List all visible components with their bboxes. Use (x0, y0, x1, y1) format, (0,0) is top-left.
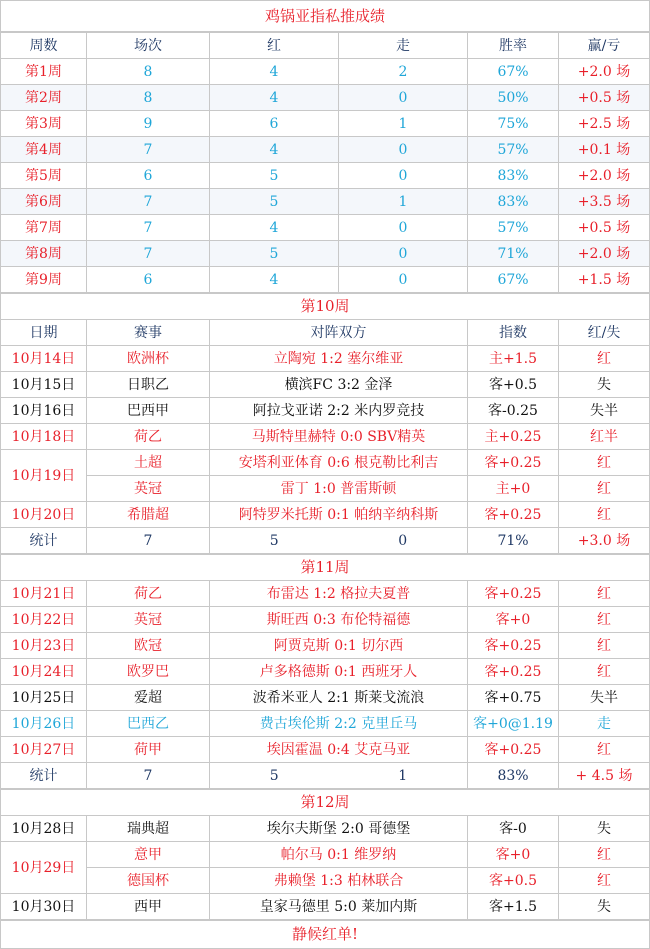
week-cell: 第1周 (1, 59, 87, 85)
win-cell: 5 (210, 241, 339, 267)
handicap-cell: 客-0.25 (468, 398, 559, 424)
date-cell: 10月15日 (1, 372, 87, 398)
week-cell: 第6周 (1, 189, 87, 215)
league-cell: 荷乙 (87, 424, 210, 450)
league-cell: 土超 (87, 450, 210, 476)
handicap-cell: 客+0 (468, 607, 559, 633)
summary-rate: 71% (468, 528, 559, 554)
weekly-summary-table (0, 32, 650, 293)
rate-cell: 83% (468, 189, 559, 215)
handicap-cell: 主+0 (468, 476, 559, 502)
match-row (1, 424, 650, 450)
result-cell: 红 (559, 842, 650, 868)
week-cell: 第2周 (1, 85, 87, 111)
date-cell: 10月18日 (1, 424, 87, 450)
summary-label: 统计 (1, 528, 87, 554)
match-cell: 斯旺西 0:3 布伦特福德 (210, 607, 468, 633)
match-cell: 安塔利亚体育 0:6 根克勒比利吉 (210, 450, 468, 476)
match-cell: 马斯特里赫特 0:0 SBV精英 (210, 424, 468, 450)
week-cell: 第9周 (1, 267, 87, 293)
match-cell: 布雷达 1:2 格拉夫夏普 (210, 581, 468, 607)
league-cell: 英冠 (87, 607, 210, 633)
games-cell: 7 (87, 189, 210, 215)
col-header-week: 周数 (1, 33, 87, 59)
results-table (0, 0, 650, 32)
match-cell: 雷丁 1:0 普雷斯顿 (210, 476, 468, 502)
result-cell: 走 (559, 711, 650, 737)
push-cell: 1 (339, 189, 468, 215)
result-cell: 红 (559, 633, 650, 659)
col-header-result: 红/失 (559, 320, 650, 346)
match-cell: 埃尔夫斯堡 2:0 哥德堡 (210, 816, 468, 842)
rate-cell: 67% (468, 59, 559, 85)
weekly-row (1, 85, 650, 111)
date-cell: 10月24日 (1, 659, 87, 685)
week-cell: 第7周 (1, 215, 87, 241)
weekly-row (1, 267, 650, 293)
summary-push: 1 (398, 768, 408, 783)
win-cell: 4 (210, 85, 339, 111)
weekly-row (1, 241, 650, 267)
summary-row (1, 763, 650, 789)
league-cell: 德国杯 (87, 868, 210, 894)
summary-row (1, 528, 650, 554)
match-cell: 阿拉戈亚诺 2:2 米内罗竞技 (210, 398, 468, 424)
handicap-cell: 客-0 (468, 816, 559, 842)
summary-win: 5 (269, 533, 279, 548)
match-row (1, 737, 650, 763)
match-cell: 弗赖堡 1:3 柏林联合 (210, 868, 468, 894)
push-cell: 0 (339, 215, 468, 241)
games-cell: 7 (87, 215, 210, 241)
date-cell: 10月20日 (1, 502, 87, 528)
win-cell: 4 (210, 59, 339, 85)
handicap-cell: 客+0.25 (468, 581, 559, 607)
match-row (1, 502, 650, 528)
date-cell: 10月29日 (1, 842, 87, 894)
handicap-cell: 客+0.75 (468, 685, 559, 711)
win-cell: 4 (210, 267, 339, 293)
league-cell: 欧洲杯 (87, 346, 210, 372)
games-cell: 9 (87, 111, 210, 137)
date-cell: 10月16日 (1, 398, 87, 424)
games-cell: 6 (87, 163, 210, 189)
result-cell: 红半 (559, 424, 650, 450)
date-cell: 10月19日 (1, 450, 87, 502)
match-cell: 阿特罗米托斯 0:1 帕纳辛纳科斯 (210, 502, 468, 528)
match-row (1, 476, 650, 502)
handicap-cell: 客+0.25 (468, 659, 559, 685)
match-cell: 埃因霍温 0:4 艾克马亚 (210, 737, 468, 763)
match-row (1, 633, 650, 659)
match-row (1, 607, 650, 633)
date-cell: 10月14日 (1, 346, 87, 372)
win-cell: 5 (210, 189, 339, 215)
date-cell: 10月25日 (1, 685, 87, 711)
result-cell: 红 (559, 502, 650, 528)
net-cell: +2.0 场 (559, 59, 650, 85)
summary-label: 统计 (1, 763, 87, 789)
rate-cell: 57% (468, 137, 559, 163)
date-cell: 10月21日 (1, 581, 87, 607)
net-cell: +2.0 场 (559, 163, 650, 189)
league-cell: 英冠 (87, 476, 210, 502)
league-cell: 荷乙 (87, 581, 210, 607)
result-cell: 红 (559, 346, 650, 372)
summary-win-push (210, 763, 468, 789)
col-header-date: 日期 (1, 320, 87, 346)
date-cell: 10月26日 (1, 711, 87, 737)
net-cell: +3.5 场 (559, 189, 650, 215)
net-cell: +2.5 场 (559, 111, 650, 137)
handicap-cell: 客+0.5 (468, 868, 559, 894)
result-cell: 失半 (559, 398, 650, 424)
match-row (1, 346, 650, 372)
match-cell: 皇家马德里 5:0 莱加内斯 (210, 894, 468, 920)
week10-title: 第10周 (1, 294, 650, 320)
col-header-win: 红 (210, 33, 339, 59)
match-row (1, 711, 650, 737)
week-cell: 第8周 (1, 241, 87, 267)
match-cell: 卢多格德斯 0:1 西班牙人 (210, 659, 468, 685)
summary-net: + 4.5 场 (559, 763, 650, 789)
weekly-row (1, 163, 650, 189)
summary-win-push (210, 528, 468, 554)
net-cell: +2.0 场 (559, 241, 650, 267)
week-cell: 第5周 (1, 163, 87, 189)
league-cell: 西甲 (87, 894, 210, 920)
date-cell: 10月28日 (1, 816, 87, 842)
rate-cell: 50% (468, 85, 559, 111)
match-row (1, 398, 650, 424)
rate-cell: 71% (468, 241, 559, 267)
match-cell: 横滨FC 3:2 金泽 (210, 372, 468, 398)
match-row (1, 659, 650, 685)
handicap-cell: 客+0.25 (468, 737, 559, 763)
match-row (1, 842, 650, 868)
col-header-rate: 胜率 (468, 33, 559, 59)
page-title: 鸡锅亚指私推成绩 (1, 1, 650, 32)
league-cell: 欧罗巴 (87, 659, 210, 685)
league-cell: 巴西乙 (87, 711, 210, 737)
date-cell: 10月27日 (1, 737, 87, 763)
rate-cell: 75% (468, 111, 559, 137)
match-cell: 立陶宛 1:2 塞尔维亚 (210, 346, 468, 372)
weekly-header-row (1, 33, 650, 59)
result-cell: 红 (559, 450, 650, 476)
weekly-row (1, 215, 650, 241)
rate-cell: 83% (468, 163, 559, 189)
handicap-cell: 主+1.5 (468, 346, 559, 372)
push-cell: 0 (339, 241, 468, 267)
handicap-cell: 客+0 (468, 842, 559, 868)
weekly-row (1, 189, 650, 215)
summary-games: 7 (87, 763, 210, 789)
col-header-handicap: 指数 (468, 320, 559, 346)
col-header-league: 赛事 (87, 320, 210, 346)
summary-win: 5 (269, 768, 279, 783)
net-cell: +0.1 场 (559, 137, 650, 163)
net-cell: +1.5 场 (559, 267, 650, 293)
handicap-cell: 客+1.5 (468, 894, 559, 920)
date-cell: 10月23日 (1, 633, 87, 659)
week-cell: 第3周 (1, 111, 87, 137)
col-header-push: 走 (339, 33, 468, 59)
league-cell: 日职乙 (87, 372, 210, 398)
league-cell: 荷甲 (87, 737, 210, 763)
result-cell: 失 (559, 372, 650, 398)
league-cell: 爱超 (87, 685, 210, 711)
league-cell: 巴西甲 (87, 398, 210, 424)
result-cell: 红 (559, 581, 650, 607)
result-cell: 失 (559, 894, 650, 920)
week-cell: 第4周 (1, 137, 87, 163)
push-cell: 0 (339, 137, 468, 163)
summary-games: 7 (87, 528, 210, 554)
date-cell: 10月30日 (1, 894, 87, 920)
net-cell: +0.5 场 (559, 215, 650, 241)
footer-note: 静候红单! (1, 921, 650, 949)
league-cell: 意甲 (87, 842, 210, 868)
result-cell: 红 (559, 607, 650, 633)
rate-cell: 57% (468, 215, 559, 241)
week11-title: 第11周 (1, 555, 650, 581)
games-cell: 7 (87, 137, 210, 163)
win-cell: 5 (210, 163, 339, 189)
match-cell: 帕尔马 0:1 维罗纳 (210, 842, 468, 868)
win-cell: 4 (210, 137, 339, 163)
summary-push: 0 (398, 533, 408, 548)
result-cell: 红 (559, 659, 650, 685)
match-row (1, 685, 650, 711)
footer-table (0, 920, 650, 949)
league-cell: 欧冠 (87, 633, 210, 659)
col-header-games: 场次 (87, 33, 210, 59)
push-cell: 0 (339, 85, 468, 111)
handicap-cell: 客+0@1.19 (468, 711, 559, 737)
push-cell: 1 (339, 111, 468, 137)
weekly-row (1, 111, 650, 137)
push-cell: 0 (339, 267, 468, 293)
date-cell: 10月22日 (1, 607, 87, 633)
games-cell: 7 (87, 241, 210, 267)
match-row (1, 581, 650, 607)
league-cell: 瑞典超 (87, 816, 210, 842)
push-cell: 0 (339, 163, 468, 189)
match-cell: 波希米亚人 2:1 斯莱戈流浪 (210, 685, 468, 711)
weekly-row (1, 137, 650, 163)
weekly-row (1, 59, 650, 85)
week10-table (0, 293, 650, 554)
handicap-cell: 客+0.5 (468, 372, 559, 398)
week12-table (0, 789, 650, 920)
match-cell: 费古埃伦斯 2:2 克里丘马 (210, 711, 468, 737)
handicap-cell: 客+0.25 (468, 633, 559, 659)
handicap-cell: 主+0.25 (468, 424, 559, 450)
week12-title: 第12周 (1, 790, 650, 816)
match-row (1, 450, 650, 476)
win-cell: 4 (210, 215, 339, 241)
rate-cell: 67% (468, 267, 559, 293)
result-cell: 红 (559, 737, 650, 763)
games-cell: 6 (87, 267, 210, 293)
match-row (1, 372, 650, 398)
win-cell: 6 (210, 111, 339, 137)
games-cell: 8 (87, 85, 210, 111)
result-cell: 失半 (559, 685, 650, 711)
push-cell: 2 (339, 59, 468, 85)
week11-table (0, 554, 650, 789)
match-header-row (1, 320, 650, 346)
handicap-cell: 客+0.25 (468, 450, 559, 476)
games-cell: 8 (87, 59, 210, 85)
match-cell: 阿贾克斯 0:1 切尔西 (210, 633, 468, 659)
net-cell: +0.5 场 (559, 85, 650, 111)
summary-net: +3.0 场 (559, 528, 650, 554)
match-row (1, 868, 650, 894)
league-cell: 希腊超 (87, 502, 210, 528)
result-cell: 失 (559, 816, 650, 842)
match-row (1, 894, 650, 920)
col-header-match: 对阵双方 (210, 320, 468, 346)
result-cell: 红 (559, 476, 650, 502)
col-header-net: 赢/亏 (559, 33, 650, 59)
handicap-cell: 客+0.25 (468, 502, 559, 528)
result-cell: 红 (559, 868, 650, 894)
summary-rate: 83% (468, 763, 559, 789)
match-row (1, 816, 650, 842)
